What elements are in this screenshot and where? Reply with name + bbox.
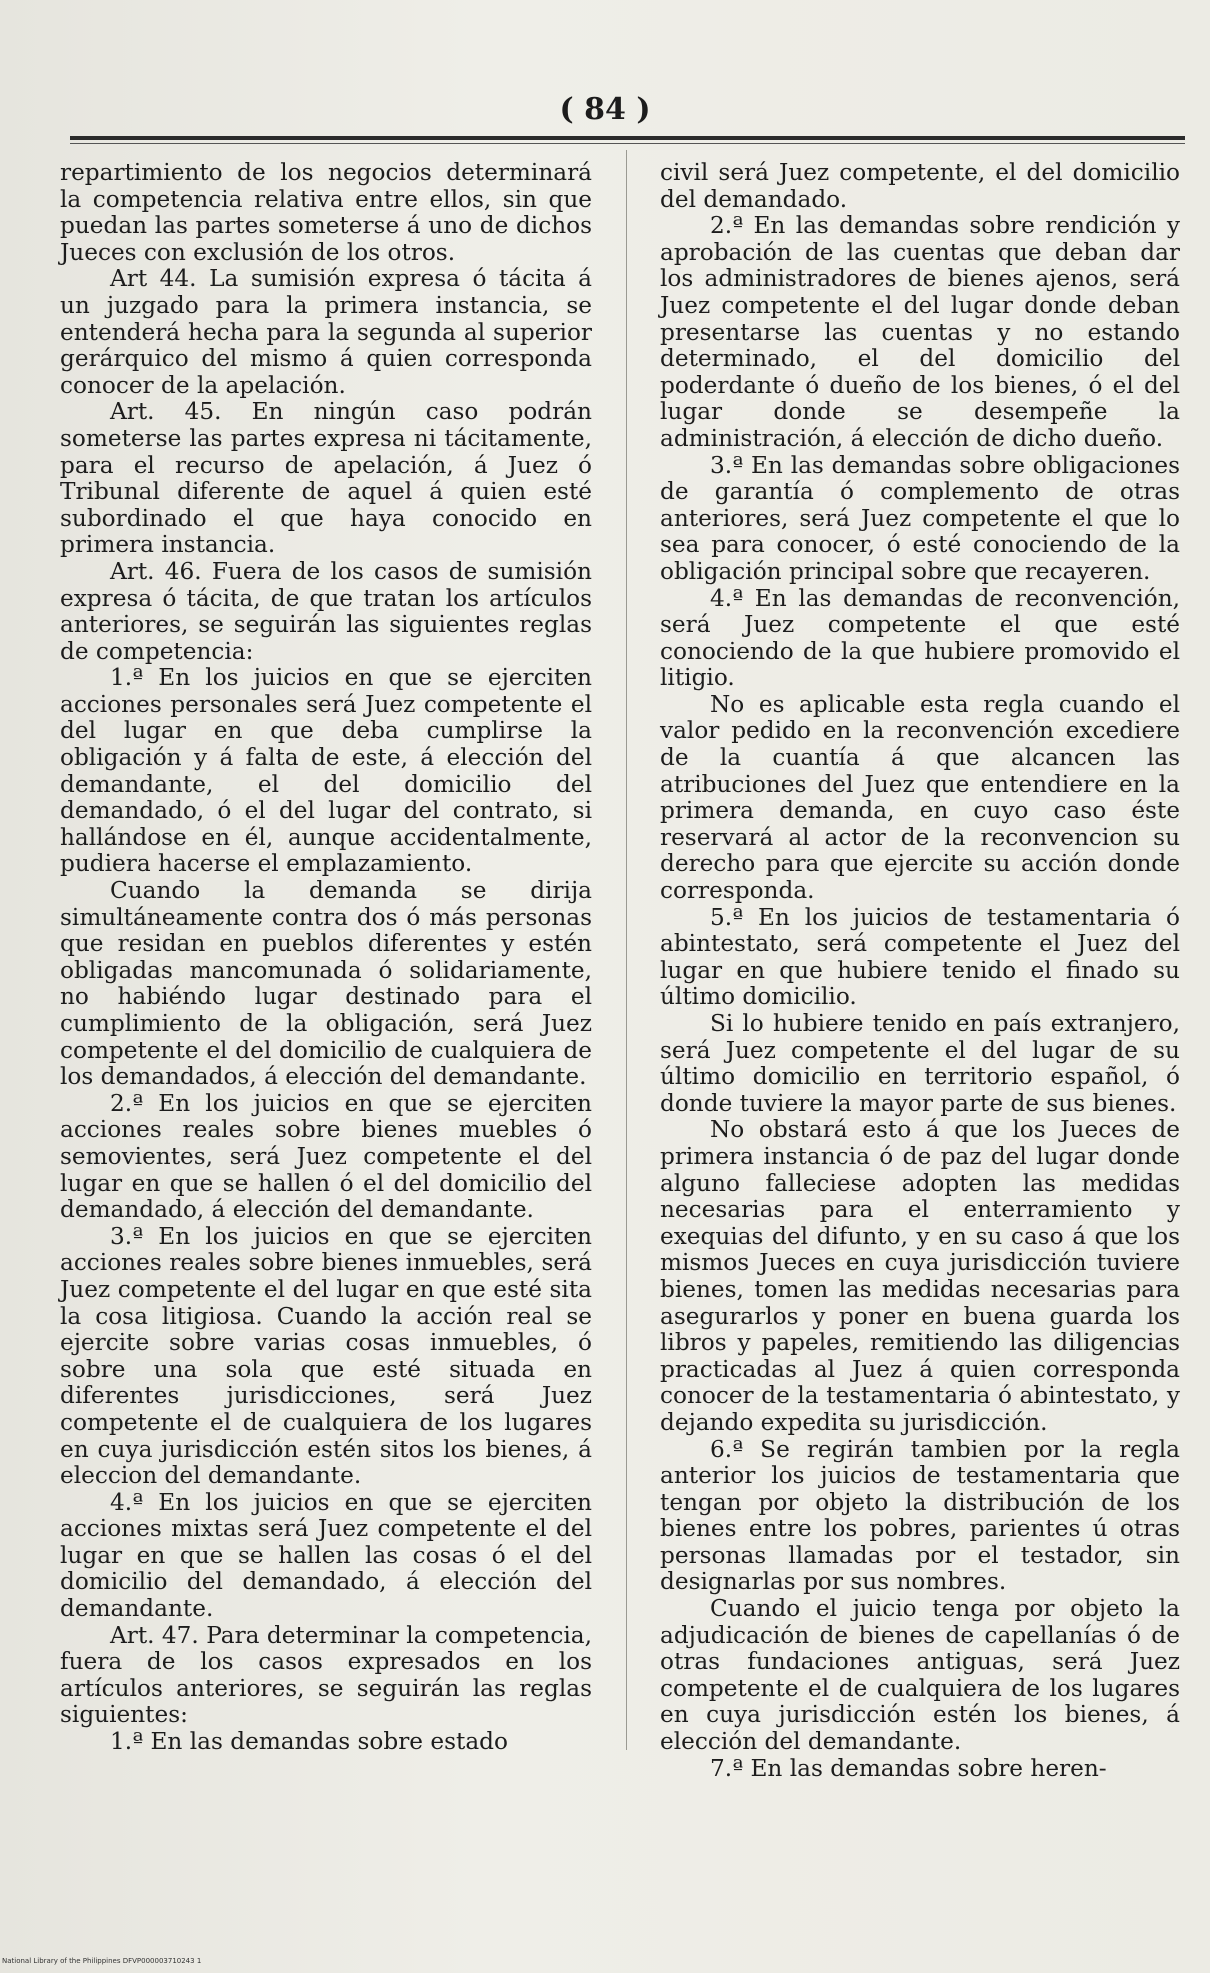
- paragraph: 1.ª En las demandas sobre estado: [110, 1728, 508, 1756]
- paragraph: civil será Juez competente, el del domicilio del demandado.: [660, 159, 1180, 213]
- paragraph: 3.ª En los juicios en que se ejerciten acciones reales sobre bienes inmuebles, será Juez competente el del lugar en que esté sita la cosa litigiosa. Cuando la acción real se ejercite sobre varias cosas inmuebles, ó sobre una sola que esté situada en diferentes jurisdicciones, será Juez competente el de cualquiera de los lugares en cuya jurisdicción estén sitos los bienes, á eleccion del demandante.: [60, 1222, 592, 1490]
- paragraph: Cuando el juicio tenga por objeto la adjudicación de bienes de capellanías ó de otras fundaciones antiguas, será Juez competente el de cualquiera de los lugares en cuya jurisdicción estén los bienes, á elección del demandante.: [660, 1595, 1180, 1756]
- paragraph: 2.ª En las demandas sobre rendición y aprobación de las cuentas que deban dar los administradores de bienes ajenos, será Juez competente el del lugar donde deban presentarse las cuentas y no estando determinado, el del domicilio del poderdante ó dueño de los bienes, ó el del lugar donde se desempeñe la administración, á elección de dicho dueño.: [660, 212, 1180, 452]
- paragraph: No es aplicable esta regla cuando el valor pedido en la reconvención excediere de la cuantía á que alcancen las atribuciones del Juez que entendiere en la primera demanda, en cuyo caso éste reservará al actor de la reconvencion su derecho para que ejercite su acción donde corresponda.: [660, 690, 1180, 905]
- paragraph: 2.ª En los juicios en que se ejerciten acciones reales sobre bienes muebles ó semovientes, será Juez competente el del lugar en que se hallen ó el del domicilio del demandado, á elección del demandante.: [60, 1089, 592, 1224]
- paragraph: Si lo hubiere tenido en país extranjero, será Juez competente el del lugar de su último domicilio en territorio español, ó donde tuviere la mayor parte de sus bienes.: [660, 1010, 1180, 1117]
- paragraph: 7.ª En las demandas sobre heren-: [710, 1754, 1107, 1782]
- paragraph: 4.ª En las demandas de reconvención, será Juez competente el que esté conociendo de la que hubiere promovido el litigio.: [660, 584, 1180, 692]
- paragraph: No obstará esto á que los Jueces de primera instancia ó de paz del lugar donde alguno falleciese adopten las medidas necesarias para el enterramiento y exequias del difunto, y en su caso á que los mismos Jueces en cuya jurisdicción tuviere bienes, tomen las medidas necesarias para asegurarlos y poner en buena guarda los libros y papeles, remitiendo las diligencias practicadas al Juez á quien corresponda conocer de la testamentaria ó abintestato, y dejando expedita su jurisdicción.: [660, 1116, 1180, 1436]
- paragraph: 5.ª En los juicios de testamentaria ó abintestato, será competente el Juez del lugar en que hubiere tenido el finado su último domicilio.: [660, 903, 1180, 1011]
- left-column: [60, 160, 592, 1756]
- paragraph: Art 44. La sumisión expresa ó tácita á un juzgado para la primera instancia, se entenderá hecha para la segunda al superior gerárquico del mismo á quien corresponda conocer de la apelación.: [60, 265, 592, 399]
- paragraph: Art. 45. En ningún caso podrán someterse las partes expresa ni tácitamente, para el recurso de apelación, á Juez ó Tribunal diferente de aquel á quien esté subordinado el que haya conocido en primera instancia.: [60, 398, 592, 559]
- paragraph: 4.ª En los juicios en que se ejerciten acciones mixtas será Juez competente el del lugar en que se hallen las cosas ó el del domicilio del demandado, á elección del demandante.: [60, 1488, 592, 1623]
- scan-footer: National Library of the Philippines DFVP000003710243 1: [2, 1957, 202, 1965]
- paragraph: 1.ª En los juicios en que se ejerciten acciones personales será Juez competente el del lugar en que deba cumplirse la obligación y á falta de este, á elección del demandante, el del domicilio del demandado, ó el del lugar del contrato, si hallándose en él, aunque accidentalmente, pudiera hacerse el emplazamiento.: [60, 664, 592, 878]
- paragraph: 3.ª En las demandas sobre obligaciones de garantía ó complemento de otras anteriores, será Juez competente el que lo sea para conocer, ó esté conociendo de la obligación principal sobre que recayeren.: [660, 451, 1180, 585]
- page-number: ( 84 ): [559, 92, 651, 127]
- paragraph: Art. 47. Para determinar la competencia, fuera de los casos expresados en los artículos anteriores, se seguirán las reglas siguientes:: [60, 1621, 592, 1729]
- paragraph: 6.ª Se regirán tambien por la regla anterior los juicios de testamentaria que tengan por objeto la distribución de los bienes entre los pobres, parientes ú otras personas llamadas por el testador, sin designarlas por sus nombres.: [660, 1435, 1180, 1596]
- paragraph: Cuando la demanda se dirija simultáneamente contra dos ó más personas que residan en pueblos diferentes y estén obligadas mancomunada ó solidariamente, no habiéndo lugar destinado para el cumplimiento de la obligación, será Juez competente el del domicilio de cualquiera de los demandados, á elección del demandante.: [60, 877, 592, 1091]
- paragraph: Art. 46. Fuera de los casos de sumisión expresa ó tácita, de que tratan los artículos anteriores, se seguirán las siguientes reglas de competencia:: [60, 557, 592, 665]
- right-column: [660, 160, 1180, 1782]
- header-rule: [70, 136, 1185, 144]
- column-divider: [626, 150, 627, 1750]
- paragraph: repartimiento de los negocios determinará la competencia relativa entre ellos, sin que puedan las partes someterse á uno de dichos Jueces con exclusión de los otros.: [60, 159, 592, 266]
